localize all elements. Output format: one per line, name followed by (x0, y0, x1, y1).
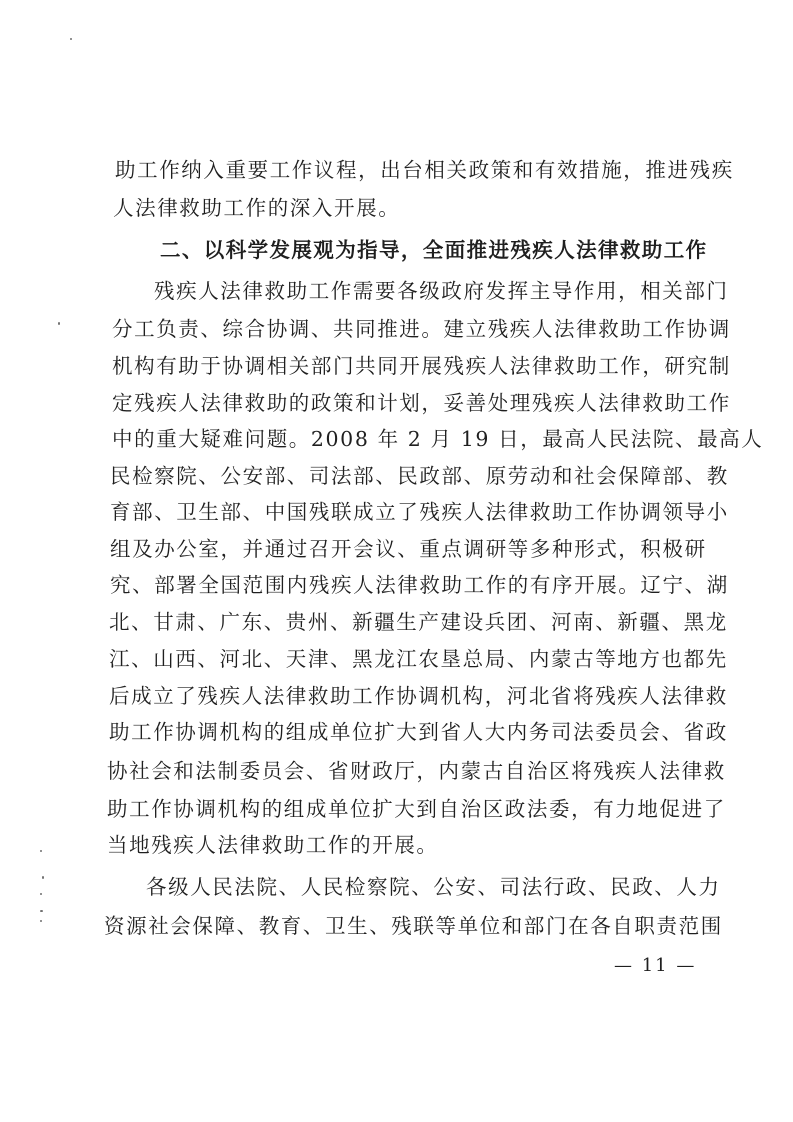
body-text-line: 人法律救助工作的深入开展。 (113, 196, 401, 220)
body-text-line: 助工作协调机构的组成单位扩大到自治区政法委，有力地促进了 (107, 797, 726, 821)
body-text-line: 定残疾人法律救助的政策和计划，妥善处理残疾人法律救助工作 (112, 391, 731, 415)
scan-speck (42, 876, 44, 879)
scan-speck (70, 38, 72, 40)
body-text-line: 资源社会保障、教育、卫生、残联等单位和部门在各自职责范围 (104, 914, 723, 938)
scan-speck (40, 920, 42, 922)
body-text-line: 机构有助于协调相关部门共同开展残疾人法律救助工作，研究制 (112, 354, 731, 378)
scan-speck (58, 322, 60, 325)
body-text-line: 分工负责、综合协调、共同推进。建立残疾人法律救助工作协调 (112, 317, 731, 341)
page-number: — 11 — (614, 955, 697, 976)
section-heading: 二、以科学发展观为指导，全面推进残疾人法律救助工作 (160, 238, 708, 262)
scan-speck (40, 893, 42, 895)
body-text-line: 北、甘肃、广东、贵州、新疆生产建设兵团、河南、新疆、黑龙 (109, 610, 728, 634)
scan-speck (40, 910, 43, 912)
body-text-line: 组及办公室，并通过召开会议、重点调研等多种形式，积极研 (110, 537, 707, 561)
body-text-line: 江、山西、河北、天津、黑龙江农垦总局、内蒙古等地方也都先 (109, 647, 728, 671)
scan-speck (40, 850, 42, 852)
body-text-line: 究、部署全国范围内残疾人法律救助工作的有序开展。辽宁、湖 (110, 573, 729, 597)
body-text-line: 中的重大疑难问题。2008 年 2 月 19 日，最高人民法院、最高人 (112, 427, 764, 451)
body-text-line: 助工作协调机构的组成单位扩大到省人大内务司法委员会、省政 (109, 720, 728, 744)
body-text-line: 后成立了残疾人法律救助工作协调机构，河北省将残疾人法律救 (109, 684, 728, 708)
body-text-line: 育部、卫生部、中国残联成立了残疾人法律救助工作协调领导小 (110, 500, 729, 524)
body-text-line: 残疾人法律救助工作需要各级政府发挥主导作用，相关部门 (154, 279, 729, 303)
body-text-line: 民检察院、公安部、司法部、民政部、原劳动和社会保障部、教 (110, 464, 729, 488)
body-text-line: 协社会和法制委员会、省财政厅，内蒙古自治区将残疾人法律救 (107, 759, 726, 783)
body-text-line: 各级人民法院、人民检察院、公安、司法行政、民政、人力 (146, 875, 721, 899)
body-text-line: 助工作纳入重要工作议程，出台相关政策和有效措施，推进残疾 (115, 158, 734, 182)
body-text-line: 当地残疾人法律救助工作的开展。 (107, 833, 439, 857)
